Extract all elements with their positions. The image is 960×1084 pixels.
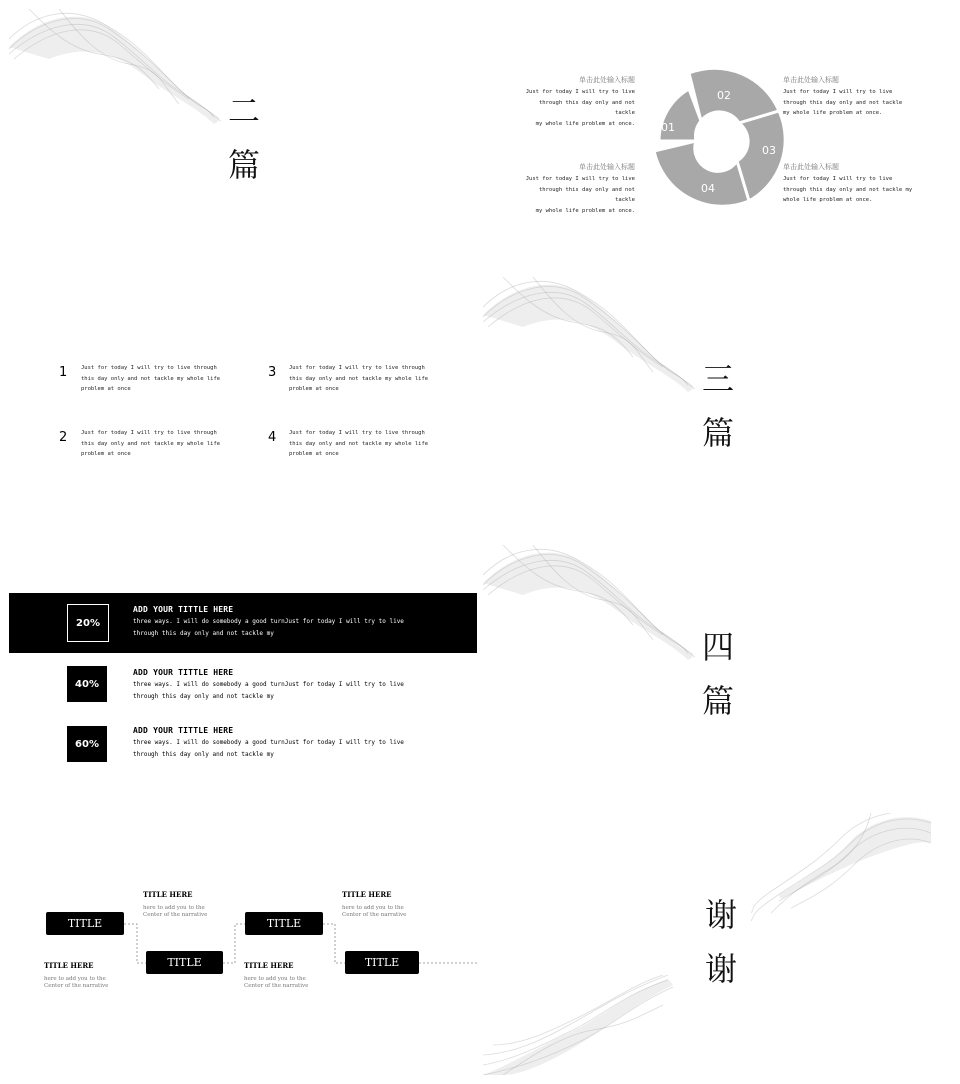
row-line: three ways. I will do somebody a good turnJust for today I will try to live	[133, 618, 404, 625]
row-line: three ways. I will do somebody a good turnJust for today I will try to live	[133, 681, 404, 688]
cycle-text-block	[783, 162, 923, 206]
list-line: Just for today I will try to live through	[81, 365, 217, 371]
caption-line: here to add you to the	[44, 976, 106, 982]
caption-heading: TITLE HERE	[143, 890, 193, 899]
list-number: 2	[59, 430, 68, 445]
percent-box: 60%	[67, 726, 107, 762]
title-char: 二	[227, 92, 260, 130]
segment-label: 03	[762, 144, 776, 157]
list-line: problem at once	[289, 386, 339, 392]
segment-label: 01	[661, 121, 675, 134]
list-item-text	[289, 363, 429, 395]
cycle-diagram	[639, 61, 799, 221]
row-line: through this day only and not tackle my	[133, 630, 274, 637]
cycle-text-block	[523, 75, 635, 129]
list-number: 1	[59, 365, 68, 380]
list-item-text	[289, 428, 429, 460]
slide-percent-rows	[9, 545, 477, 800]
list-line: Just for today I will try to live through	[81, 430, 217, 436]
title-char: 三	[701, 360, 734, 398]
title-char: 谢	[704, 896, 737, 934]
row-title: ADD YOUR TITTLE HERE	[133, 726, 234, 735]
segment-label: 04	[701, 182, 715, 195]
caption-line: here to add you to the	[244, 976, 306, 982]
slide-part-two	[9, 9, 477, 264]
block-line: through this day only and not tackle	[538, 186, 635, 203]
caption-line: Center of the narrative	[143, 912, 208, 918]
list-line: Just for today I will try to live through	[289, 365, 425, 371]
row-line: through this day only and not tackle my	[133, 693, 274, 700]
row-text	[133, 668, 404, 703]
caption-line: Center of the narrative	[44, 983, 109, 989]
title-char: 篇	[701, 682, 734, 720]
smoke-decoration	[483, 975, 673, 1075]
cycle-text-block	[523, 162, 635, 216]
segment-label: 02	[717, 89, 731, 102]
block-heading: 单击此处输入标题	[579, 163, 635, 171]
smoke-decoration	[9, 9, 229, 129]
slide-thanks	[483, 813, 951, 1075]
block-line: Just for today I will try to live	[525, 89, 635, 95]
block-line: Just for today I will try to live	[783, 176, 893, 182]
caption-heading: TITLE HERE	[244, 961, 294, 970]
block-heading: 单击此处输入标题	[783, 163, 839, 171]
row-line: through this day only and not tackle my	[133, 751, 274, 758]
list-item-text	[81, 363, 221, 395]
caption-line: Center of the narrative	[244, 983, 309, 989]
timeline-connectors	[9, 813, 477, 1075]
row-text	[133, 605, 404, 640]
slide-timeline	[9, 813, 477, 1075]
title-char: 四	[701, 628, 734, 666]
list-line: this day only and not tackle my whole life	[81, 440, 221, 447]
caption-heading: TITLE HERE	[44, 961, 94, 970]
timeline-title-box: TITLE	[245, 912, 323, 935]
caption-line: here to add you to the	[342, 905, 404, 911]
section-title	[698, 620, 738, 728]
percent-box: 20%	[67, 604, 109, 642]
caption-heading: TITLE HERE	[342, 890, 392, 899]
block-line: Just for today I will try to live	[783, 89, 893, 95]
block-heading: 单击此处输入标题	[783, 76, 839, 84]
list-line: problem at once	[81, 386, 131, 392]
smoke-decoration	[483, 545, 703, 665]
list-line: this day only and not tackle my whole life	[289, 440, 429, 447]
timeline-title-box: TITLE	[146, 951, 223, 974]
percent-box: 40%	[67, 666, 107, 702]
block-line: Just for today I will try to live	[525, 176, 635, 182]
row-text	[133, 726, 404, 761]
caption-text	[342, 905, 406, 919]
timeline-title-box: TITLE	[345, 951, 419, 974]
section-title	[698, 352, 738, 460]
title-char: 谢	[704, 950, 737, 988]
block-line: whole life problem at once.	[783, 197, 873, 203]
timeline-title-box: TITLE	[46, 912, 124, 935]
caption-text	[244, 976, 308, 990]
section-title	[701, 888, 741, 996]
title-char: 篇	[701, 414, 734, 452]
block-line: through this day only and not tackle my	[783, 186, 913, 193]
list-item-text	[81, 428, 221, 460]
block-heading: 单击此处输入标题	[579, 76, 635, 84]
block-line: through this day only and not tackle	[783, 99, 903, 106]
slide-numbered-list	[9, 277, 477, 532]
block-line: my whole life problem at once.	[535, 120, 635, 127]
block-line: through this day only and not tackle	[538, 99, 635, 116]
caption-line: Center of the narrative	[342, 912, 407, 918]
list-line: this day only and not tackle my whole life	[289, 375, 429, 382]
row-line: three ways. I will do somebody a good turnJust for today I will try to live	[133, 739, 404, 746]
list-line: problem at once	[81, 451, 131, 457]
list-line: this day only and not tackle my whole life	[81, 375, 221, 382]
list-line: problem at once	[289, 451, 339, 457]
list-number: 3	[268, 365, 277, 380]
smoke-decoration	[751, 813, 931, 923]
row-title: ADD YOUR TITTLE HERE	[133, 668, 234, 677]
caption-text	[143, 905, 207, 919]
block-line: my whole life problem at once.	[783, 110, 883, 116]
smoke-decoration	[483, 277, 703, 397]
row-title: ADD YOUR TITTLE HERE	[133, 605, 234, 614]
slide-cycle-diagram	[483, 9, 951, 264]
list-line: Just for today I will try to live through	[289, 430, 425, 436]
list-number: 4	[268, 430, 277, 445]
slide-part-four	[483, 545, 951, 800]
caption-line: here to add you to the	[143, 905, 205, 911]
cycle-text-block	[783, 75, 913, 119]
section-title	[224, 84, 264, 192]
slide-part-three	[483, 277, 951, 532]
title-char: 篇	[227, 146, 260, 184]
caption-text	[44, 976, 108, 990]
block-line: my whole life problem at once.	[535, 207, 635, 214]
